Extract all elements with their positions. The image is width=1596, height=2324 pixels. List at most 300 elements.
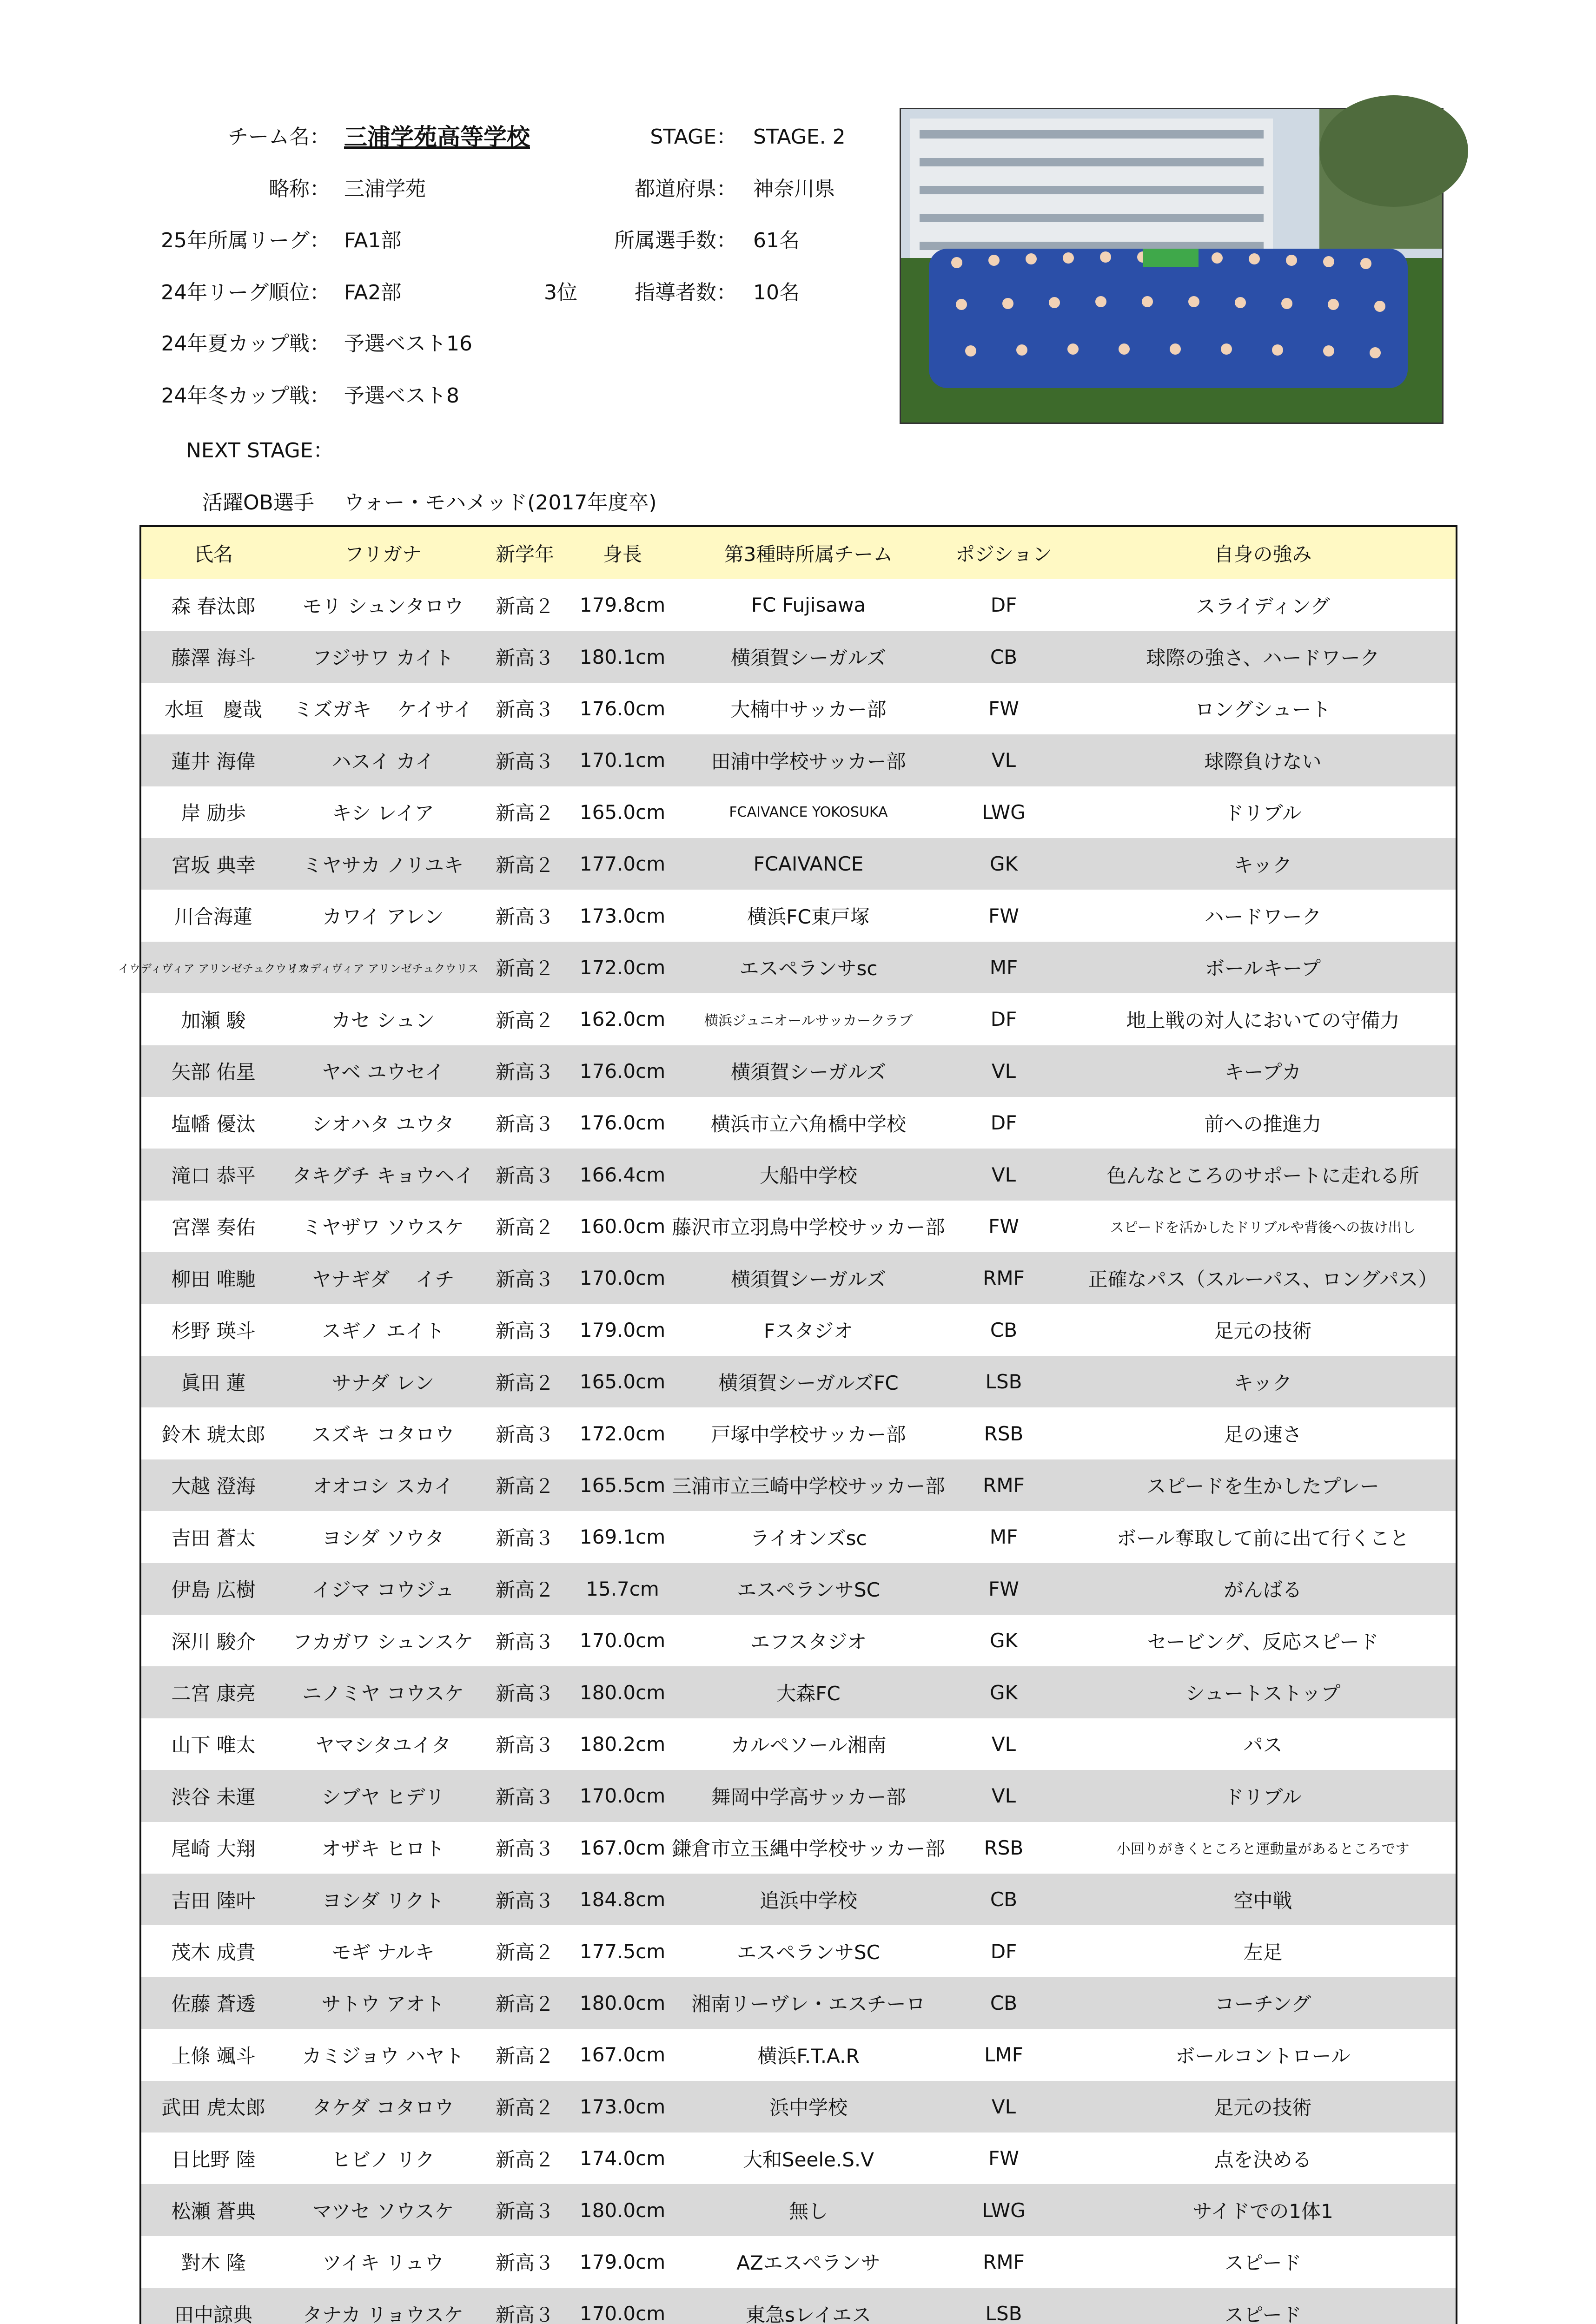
player-position: DF: [990, 594, 1017, 617]
player-grade: 新高３: [495, 1630, 554, 1653]
table-row: [141, 838, 1456, 890]
player-strength: 色んなところのサポートに走れる所: [1106, 1164, 1419, 1188]
player-grade: 新高３: [495, 1423, 554, 1446]
player-junior-team: カルペソール湘南: [730, 1734, 887, 1757]
table-row: [141, 1459, 1456, 1511]
team-photo: [900, 108, 1444, 424]
player-junior-team: 横浜ジュニオールサッカークラブ: [704, 1012, 913, 1029]
team-photo-illustration: [901, 109, 1442, 423]
player-name: 杉野 瑛斗: [171, 1320, 256, 1343]
player-strength: ロングシュート: [1195, 698, 1331, 721]
player-position: GK: [989, 852, 1018, 876]
player-strength: 空中戦: [1233, 1889, 1292, 1912]
table-row: [141, 890, 1456, 941]
player-name: 森 春汰郎: [171, 594, 256, 618]
player-junior-team: 東急sレイエス: [745, 2303, 872, 2324]
player-furigana: マツセ ソウスケ: [312, 2200, 454, 2223]
player-grade: 新高２: [495, 2148, 554, 2171]
player-junior-team: 大楠中サッカー部: [730, 698, 887, 721]
player-position: RMF: [983, 1473, 1025, 1497]
table-row: [141, 1304, 1456, 1356]
player-height: 176.0cm: [579, 697, 666, 720]
player-furigana: ミヤザワ ソウスケ: [302, 1216, 464, 1239]
player-strength: 小回りがきくところと運動量があるところです: [1116, 1841, 1410, 1858]
player-junior-team: 鎌倉市立玉縄中学校サッカー部: [672, 1837, 945, 1861]
table-row: [141, 1201, 1456, 1252]
player-junior-team: 横浜FC東戸塚: [747, 905, 870, 929]
player-grade: 新高３: [495, 1164, 554, 1188]
player-position: CB: [990, 1991, 1018, 2014]
player-name: 水垣 慶哉: [164, 698, 262, 721]
table-row: [141, 2081, 1456, 2133]
table-row: [141, 1097, 1456, 1149]
player-position: DF: [990, 1008, 1017, 1031]
player-name: 蓮井 海偉: [171, 750, 256, 773]
player-name: 眞田 蓮: [181, 1371, 246, 1394]
player-position: RSB: [984, 1422, 1024, 1445]
player-junior-team: Fスタジオ: [763, 1320, 854, 1343]
table-row: [141, 1770, 1456, 1822]
player-furigana: オザキ ヒロト: [321, 1837, 445, 1861]
ob-row: [0, 484, 883, 522]
player-junior-team: 舞岡中学高サッカー部: [711, 1785, 906, 1809]
table-row: [141, 734, 1456, 786]
table-row: [141, 1925, 1456, 1977]
player-height: 165.5cm: [579, 1473, 666, 1497]
table-row: [141, 1822, 1456, 1874]
player-junior-team: FCAIVANCE YOKOSUKA: [729, 804, 888, 820]
player-strength: 足元の技術: [1214, 2096, 1312, 2119]
stage-value: STAGE. 2: [753, 125, 846, 149]
player-strength: サイドでの1体1: [1192, 2200, 1333, 2223]
player-strength: スピード: [1224, 2303, 1302, 2324]
player-junior-team: 横須賀シーガルズFC: [718, 1371, 899, 1394]
player-position: RMF: [983, 1267, 1025, 1290]
player-height: 176.0cm: [579, 1111, 666, 1135]
player-strength: キック: [1233, 853, 1292, 877]
pref-value: 神奈川県: [753, 177, 835, 201]
player-grade: 新高３: [495, 2251, 554, 2275]
player-furigana: ハスイ カイ: [331, 750, 435, 773]
player-name: 伊島 広樹: [171, 1578, 256, 1602]
player-junior-team: ライオンズsc: [750, 1526, 867, 1550]
player-position: FW: [988, 2147, 1019, 2170]
team-name: 三浦学苑高等学校: [344, 124, 530, 151]
player-height: 180.0cm: [579, 1681, 666, 1704]
player-junior-team: 無し: [788, 2200, 828, 2223]
player-grade: 新高２: [495, 1009, 554, 1032]
player-strength: ドリブル: [1224, 1785, 1302, 1809]
table-row: [141, 631, 1456, 682]
next-stage-label: NEXT STAGE：: [186, 439, 334, 462]
player-position: GK: [989, 1629, 1018, 1652]
player-grade: 新高２: [495, 2096, 554, 2119]
player-grade: 新高３: [495, 905, 554, 929]
player-height: 165.0cm: [579, 1370, 666, 1393]
player-height: 177.0cm: [579, 852, 666, 876]
player-grade: 新高３: [495, 1061, 554, 1084]
team-name-label: チーム名：: [228, 125, 330, 149]
table-row: [141, 993, 1456, 1045]
player-grade: 新高３: [495, 698, 554, 721]
player-name: 對木 隆: [181, 2251, 246, 2275]
player-grade: 新高２: [495, 1993, 554, 2016]
player-grade: 新高３: [495, 1526, 554, 1550]
player-position: DF: [990, 1940, 1017, 1963]
player-height: 173.0cm: [579, 904, 666, 927]
ob-value: ウォー・モハメッド(2017年度卒): [344, 491, 657, 515]
pref-label: 都道府県：: [635, 177, 737, 201]
player-position: MF: [989, 1525, 1018, 1549]
rank24-label: 24年リーグ順位：: [161, 281, 330, 304]
player-strength: ハードワーク: [1204, 905, 1322, 929]
player-furigana: オオコシ スカイ: [312, 1475, 454, 1498]
player-junior-team: FC Fujisawa: [751, 594, 866, 617]
player-position: VL: [991, 1163, 1016, 1186]
player-position: RMF: [983, 2250, 1025, 2273]
player-position: VL: [991, 749, 1016, 772]
header-height: 身長: [603, 543, 642, 566]
player-junior-team: 大船中学校: [759, 1164, 857, 1188]
player-position: VL: [991, 2095, 1016, 2118]
player-strength: 球際負けない: [1204, 750, 1322, 773]
player-height: 166.4cm: [579, 1163, 666, 1186]
player-name: 鈴木 琥太郎: [161, 1423, 265, 1446]
player-height: 180.0cm: [579, 2199, 666, 2222]
player-strength: 点を決める: [1214, 2148, 1312, 2171]
player-furigana: タケダ コタロウ: [312, 2096, 454, 2119]
player-height: 179.8cm: [579, 594, 666, 617]
player-height: 177.5cm: [579, 1940, 666, 1963]
player-name: 佐藤 蒼透: [171, 1993, 256, 2016]
player-strength: 地上戦の対人においての守備力: [1126, 1009, 1400, 1032]
player-position: FW: [988, 1577, 1019, 1600]
player-height: 15.7cm: [586, 1577, 659, 1600]
player-height: 179.0cm: [579, 1318, 666, 1341]
abbr-row: [0, 171, 883, 208]
winter-value: 予選ベスト8: [344, 384, 459, 408]
player-strength: 左足: [1243, 1941, 1283, 1964]
player-furigana: カミジョウ ハヤト: [302, 2044, 464, 2067]
table-row: [141, 1563, 1456, 1615]
player-strength: パス: [1243, 1734, 1283, 1757]
coaches-label: 指導者数：: [635, 281, 737, 304]
player-furigana: タキグチ キョウヘイ: [292, 1164, 474, 1188]
player-name: 藤澤 海斗: [171, 647, 256, 670]
player-grade: 新高３: [495, 647, 554, 670]
table-row: [141, 786, 1456, 838]
player-strength: スピード: [1224, 2251, 1302, 2275]
player-furigana: モギ ナルキ: [331, 1941, 435, 1964]
player-height: 172.0cm: [579, 1422, 666, 1445]
league25-value: FA1部: [344, 229, 402, 252]
player-strength: コーチング: [1214, 1993, 1311, 2016]
player-junior-team: 田浦中学校サッカー部: [711, 750, 906, 773]
next-stage-row: [0, 432, 883, 469]
player-grade: 新高３: [495, 2303, 554, 2324]
table-row: [141, 579, 1456, 631]
summer-row: [0, 325, 883, 363]
player-grade: 新高３: [495, 1320, 554, 1343]
player-grade: 新高２: [495, 853, 554, 877]
player-position: LSB: [985, 1370, 1022, 1393]
player-strength: 球際の強さ、ハードワーク: [1146, 647, 1380, 670]
player-height: 170.0cm: [579, 1267, 666, 1290]
table-row: [141, 1149, 1456, 1200]
player-position: CB: [990, 1888, 1018, 1911]
summer-value: 予選ベスト16: [344, 332, 472, 356]
player-junior-team: 横浜市立六角橋中学校: [710, 1112, 906, 1136]
table-row: [141, 683, 1456, 734]
player-furigana: ニノミヤ コウスケ: [302, 1682, 464, 1705]
player-furigana: ヤベ ユウセイ: [321, 1061, 445, 1084]
player-height: 174.0cm: [579, 2147, 666, 2170]
table-row: [141, 1407, 1456, 1459]
player-junior-team: 横須賀シーガルズ: [731, 1061, 886, 1084]
player-position: RSB: [984, 1836, 1024, 1859]
player-height: 162.0cm: [579, 1008, 666, 1031]
player-furigana: ヨシダ リクト: [322, 1889, 444, 1912]
player-furigana: モリ シュンタロウ: [302, 594, 464, 618]
players-value: 61名: [753, 229, 800, 252]
player-strength: スライディング: [1196, 594, 1330, 618]
player-strength: ボールコントロール: [1175, 2044, 1351, 2067]
player-name: 塩幡 優汰: [171, 1112, 256, 1136]
table-row: [141, 1045, 1456, 1097]
player-junior-team: 追浜中学校: [759, 1889, 857, 1912]
table-header-row: [141, 527, 1456, 579]
player-junior-team: AZエスペランサ: [736, 2251, 881, 2275]
table-row: [141, 2236, 1456, 2288]
player-grade: 新高３: [495, 1889, 554, 1912]
player-height: 170.0cm: [579, 1784, 666, 1808]
player-strength: セービング、反応スピード: [1147, 1630, 1379, 1653]
player-furigana: ヒビノ リク: [331, 2148, 435, 2171]
players-label: 所属選手数：: [614, 229, 737, 252]
header-position: ポジション: [955, 543, 1053, 566]
rank24-league: FA2部: [344, 281, 402, 304]
player-height: 170.1cm: [579, 749, 666, 772]
player-name: 吉田 陸叶: [171, 1889, 256, 1912]
player-strength: スピードを活かしたドリブルや背後への抜け出し: [1110, 1220, 1416, 1236]
player-furigana: サトウ アオト: [321, 1993, 445, 2016]
player-junior-team: 大森FC: [776, 1682, 841, 1705]
player-grade: 新高２: [495, 1371, 554, 1394]
table-row: [141, 2029, 1456, 2080]
player-strength: 足元の技術: [1214, 1320, 1312, 1343]
table-row: [141, 1356, 1456, 1407]
player-junior-team: エスペランサsc: [739, 957, 878, 980]
player-strength: 前への推進力: [1204, 1112, 1322, 1136]
table-row: [141, 2288, 1456, 2324]
player-strength: キープカ: [1224, 1061, 1302, 1084]
player-name: 矢部 佑星: [171, 1061, 256, 1084]
summer-label: 24年夏カップ戦：: [161, 332, 330, 356]
player-grade: 新高２: [495, 594, 554, 618]
header-grade: 新学年: [495, 543, 554, 566]
player-grade: 新高３: [495, 1268, 554, 1291]
player-junior-team: 大和Seele.S.V: [743, 2148, 874, 2171]
player-name: 二宮 康亮: [171, 1682, 256, 1705]
player-height: 167.0cm: [579, 1836, 666, 1859]
player-height: 173.0cm: [579, 2095, 666, 2118]
table-row: [141, 1615, 1456, 1666]
table-row: [141, 1977, 1456, 2029]
player-name: 深川 駿介: [171, 1630, 256, 1653]
player-position: VL: [991, 1784, 1016, 1808]
player-junior-team: FCAIVANCE: [753, 852, 864, 876]
player-strength: ボールキープ: [1205, 957, 1321, 980]
player-junior-team: 浜中学校: [769, 2096, 848, 2119]
player-position: VL: [991, 1059, 1016, 1083]
player-name: 加瀬 駿: [181, 1009, 246, 1032]
header-name: 氏名: [193, 543, 233, 566]
player-name: 岸 励歩: [181, 802, 246, 825]
table-row: [141, 2133, 1456, 2184]
player-grade: 新高３: [495, 1734, 554, 1757]
player-grade: 新高２: [495, 1941, 554, 1964]
player-position: FW: [988, 697, 1019, 720]
player-height: 180.2cm: [579, 1732, 666, 1756]
player-furigana: スズキ コタロウ: [311, 1423, 455, 1446]
player-strength: スピードを生かしたプレー: [1146, 1475, 1379, 1498]
player-strength: がんばる: [1224, 1578, 1302, 1602]
player-name: 大越 澄海: [171, 1475, 256, 1498]
player-grade: 新高２: [495, 802, 554, 825]
player-strength: ボール奪取して前に出て行くこと: [1116, 1526, 1410, 1550]
league25-label: 25年所属リーグ：: [161, 229, 330, 252]
player-grade: 新高２: [495, 957, 554, 980]
player-position: FW: [988, 904, 1019, 927]
stage-label: STAGE：: [650, 125, 737, 149]
table-row: [118, 942, 1456, 993]
player-junior-team: 藤沢市立羽鳥中学校サッカー部: [672, 1216, 945, 1239]
player-strength: 正確なパス（スルーパス、ロングパス）: [1088, 1268, 1438, 1291]
player-name: 田中諒典: [174, 2303, 252, 2324]
player-height: 172.0cm: [579, 956, 666, 979]
player-grade: 新高３: [495, 1682, 554, 1705]
player-name: 日比野 陸: [171, 2148, 256, 2171]
team-name-row: [0, 119, 883, 156]
player-name: 武田 虎太郎: [161, 2096, 265, 2119]
player-grade: 新高３: [495, 2200, 554, 2223]
player-strength: ドリブル: [1224, 802, 1302, 825]
player-strength: シュートストップ: [1185, 1682, 1341, 1705]
player-furigana: タナカ リョウスケ: [303, 2303, 464, 2324]
player-position: VL: [991, 1732, 1016, 1756]
player-furigana: シオハタ ユウタ: [311, 1112, 455, 1136]
player-junior-team: 戸塚中学校サッカー部: [711, 1423, 906, 1446]
player-furigana: カワイ アレン: [322, 905, 444, 929]
player-name: 松瀬 蒼典: [171, 2200, 256, 2223]
player-grade: 新高３: [495, 1112, 554, 1136]
player-height: 169.1cm: [579, 1525, 666, 1549]
player-position: CB: [990, 645, 1018, 668]
player-strength: キック: [1233, 1371, 1292, 1394]
player-height: 176.0cm: [579, 1059, 666, 1083]
player-position: LSB: [985, 2302, 1022, 2324]
player-name: 宮澤 奏佑: [171, 1216, 256, 1239]
player-name: 滝口 恭平: [171, 1164, 256, 1188]
ob-label: 活躍OB選手: [202, 491, 314, 515]
player-strength: 足の速さ: [1224, 1423, 1302, 1446]
header-junior-team: 第3種時所属チーム: [724, 543, 893, 566]
player-name: 尾崎 大翔: [171, 1837, 256, 1861]
player-grade: 新高２: [495, 2044, 554, 2067]
player-name: 上條 颯斗: [171, 2044, 256, 2067]
player-furigana: ヨシダ ソウタ: [322, 1526, 444, 1550]
player-name: 渋谷 未運: [171, 1785, 256, 1809]
player-junior-team: 横須賀シーガルズ: [731, 647, 886, 670]
player-position: FW: [988, 1215, 1019, 1238]
player-junior-team: エスペランサSC: [737, 1578, 880, 1602]
player-grade: 新高３: [495, 1785, 554, 1809]
player-name: 吉田 蒼太: [171, 1526, 256, 1550]
player-furigana: スギノ エイト: [321, 1320, 445, 1343]
player-junior-team: 湘南リーヴレ・エスチーロ: [691, 1993, 926, 2016]
player-position: CB: [990, 1318, 1018, 1341]
player-furigana: ヤマシタユイタ: [315, 1734, 451, 1757]
player-grade: 新高２: [495, 1578, 554, 1602]
player-furigana: フカガワ シュンスケ: [292, 1630, 474, 1653]
player-junior-team: エフスタジオ: [750, 1630, 867, 1653]
player-junior-team: 横須賀シーガルズ: [731, 1268, 886, 1291]
player-furigana: キシ レイア: [332, 802, 434, 825]
player-grade: 新高２: [495, 1475, 554, 1498]
player-name: イウディヴィア アリンゼチュクウリス: [118, 962, 309, 975]
abbr-label: 略称：: [269, 177, 330, 201]
player-furigana: ツイキ リュウ: [322, 2251, 444, 2275]
winter-row: [0, 377, 883, 415]
player-furigana: ヤナギダ イチ: [311, 1268, 455, 1291]
rank24-row: [0, 274, 883, 311]
player-furigana: ミズガキ ケイサイ: [293, 698, 473, 721]
coaches-value: 10名: [753, 281, 800, 304]
player-height: 167.0cm: [579, 2043, 666, 2067]
header-strength: 自身の強み: [1214, 543, 1312, 566]
player-position: LWG: [982, 2199, 1026, 2222]
player-junior-team: 三浦市立三崎中学校サッカー部: [672, 1475, 945, 1498]
player-name: 川合海蓮: [174, 905, 252, 929]
player-position: LMF: [984, 2043, 1023, 2067]
player-height: 170.0cm: [579, 1629, 666, 1652]
player-height: 165.0cm: [579, 800, 666, 824]
player-name: 柳田 唯馳: [171, 1268, 256, 1291]
player-name: 茂木 成貴: [171, 1941, 256, 1964]
table-row: [141, 2184, 1456, 2236]
table-row: [141, 1252, 1456, 1304]
player-grade: 新高３: [495, 1837, 554, 1861]
player-name: 山下 唯太: [171, 1734, 256, 1757]
player-junior-team: 横浜F.T.A.R: [757, 2044, 860, 2067]
abbr-value: 三浦学苑: [344, 177, 426, 201]
player-grade: 新高３: [495, 750, 554, 773]
table-row: [141, 1718, 1456, 1770]
player-furigana: サナダ レン: [331, 1371, 435, 1394]
player-name: 宮坂 典幸: [171, 853, 256, 877]
player-furigana: ミヤサカ ノリユキ: [303, 853, 464, 877]
header-furigana: フリガナ: [344, 543, 422, 566]
player-furigana: フジサワ カイト: [312, 647, 454, 670]
player-position: LWG: [982, 800, 1026, 824]
player-height: 179.0cm: [579, 2250, 666, 2273]
player-roster-table: [118, 525, 1457, 2324]
player-furigana: カセ シュン: [331, 1009, 435, 1032]
player-height: 184.8cm: [579, 1888, 666, 1911]
league25-row: [0, 222, 883, 259]
player-height: 160.0cm: [579, 1215, 666, 1238]
player-furigana: イジマ コウジュ: [311, 1578, 455, 1602]
